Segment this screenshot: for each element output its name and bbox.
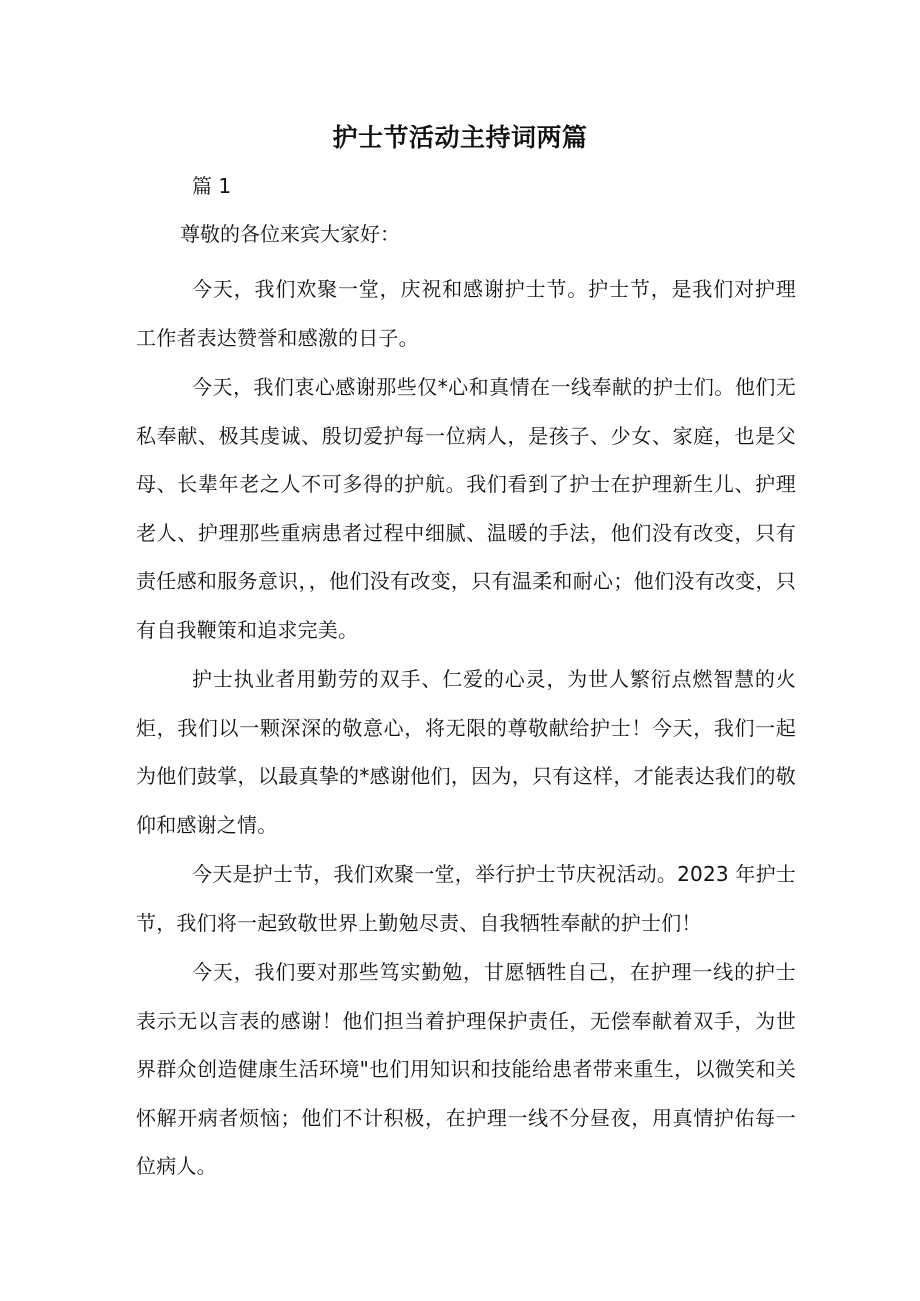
paragraph-1: 今天，我们欢聚一堂，庆祝和感谢护士节。护士节，是我们对护理工作者表达赞誉和感激的日子。 — [136, 277, 796, 350]
paragraph-2: 今天，我们衷心感谢那些仅*心和真情在一线奉献的护士们。他们无私奉献、极其虔诚、殷切爱护每一位病人，是孩子、少女、家庭，也是父母、长辈年老之人不可多得的护航。我们看到了护士在护理新生儿、护理老人、护理那些重病患者过程中细腻、温暖的手法，他们没有改变，只有责任感和服务意识，，他们没有改变，只有温柔和耐心；他们没有改变，只有自我鞭策和追求完美。 — [136, 375, 796, 642]
greeting: 尊敬的各位来宾大家好： — [180, 222, 400, 246]
document-title: 护士节活动主持词两篇 — [332, 123, 588, 152]
document-body — [136, 265, 796, 1192]
section-label: 篇 1 — [192, 174, 232, 198]
paragraph-5: 今天，我们要对那些笃实勤勉，甘愿牺牲自己，在护理一线的护士表示无以言表的感谢！他们担当着护理保护责任，无偿奉献着双手，为世界群众创造健康生活环境"也们用知识和技能给患者带来重生，以微笑和关怀解开病者烦恼；他们不计积极，在护理一线不分昼夜，用真情护佑每一位病人。 — [136, 960, 796, 1178]
paragraph-4: 今天是护士节，我们欢聚一堂，举行护士节庆祝活动。2023 年护士节，我们将一起致敬世界上勤勉尽责、自我牺牲奉献的护士们！ — [136, 862, 796, 935]
paragraph-3: 护士执业者用勤劳的双手、仁爱的心灵，为世人繁衍点燃智慧的火炬，我们以一颗深深的敬意心，将无限的尊敬献给护士！今天，我们一起为他们鼓掌，以最真挚的*感谢他们，因为，只有这样，才能表达我们的敬仰和感谢之情。 — [136, 667, 796, 837]
